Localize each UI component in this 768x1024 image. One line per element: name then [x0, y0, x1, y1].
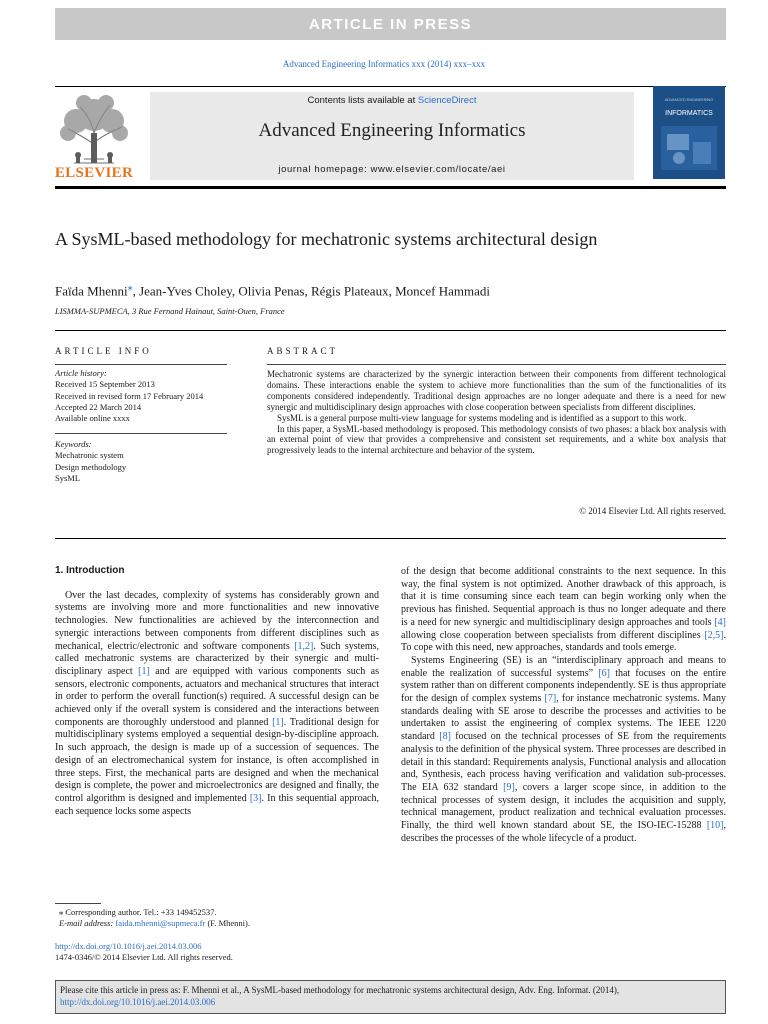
left-column-text [55, 590, 379, 819]
history-item: Received in revised form 17 February 2014 [55, 390, 204, 401]
contents-line [150, 95, 634, 106]
abstract-paragraph: SysML is a general purpose multi-view language for systems modeling and is identified as a support to this work. [277, 412, 687, 423]
keyword-item: SysML [55, 472, 81, 483]
body-right-column [401, 566, 726, 845]
paragraph-text: Over the last decades, complexity of systems has considerably grown and systems are involving more and more functionalities and new innovative technologies. New functionalities are achieved by the interconnection and synergic interactions between components from different disciplines such as mechanical, electric/electronic and software components [55, 589, 379, 652]
citation-doi-link[interactable]: http://dx.doi.org/10.1016/j.aei.2014.03.006 [60, 997, 216, 1007]
sciencedirect-link[interactable]: ScienceDirect [417, 95, 477, 106]
citation-ref-link[interactable]: [2,5] [704, 629, 724, 641]
keywords-label: Keywords: [55, 439, 92, 449]
cover-title: INFORMATICS [665, 110, 713, 117]
keyword-item: Mechatronic system [55, 450, 124, 461]
citation-text: Please cite this article in press as: F. Mhenni et al., A SysML-based methodology for mechatronic systems architectural design, Adv. Eng. Informat. (2014), [60, 985, 620, 995]
keyword-item: Design methodology [55, 461, 127, 472]
abstract-text [267, 369, 726, 456]
paragraph-text: and are equipped with various components such as sensors, electronic components, actuators and mechanical structures that interact in order to perform the overall function(s) required. A successful design can be achieved only if the overall system is considered and the interactions between components are thoroughly understood and planned [55, 665, 379, 728]
section-heading: 1. Introduction [55, 565, 125, 576]
body-paragraph [401, 566, 726, 655]
co-authors: , Jean-Yves Choley, Olivia Penas, Régis Plateaux, Moncef Hammadi [132, 283, 491, 299]
paragraph-text: . In this sequential approach, each sequence locks some aspects [55, 792, 379, 817]
banner-text: ARTICLE IN PRESS [308, 15, 473, 33]
footnote-rule [55, 903, 101, 904]
paragraph-text: . To cope with this need, new approaches, standards and tools emerge. [401, 629, 726, 654]
body-top-rule [55, 538, 726, 539]
abstract-rule [267, 364, 726, 365]
article-title: A SysML-based methodology for mechatronic systems architectural design [55, 229, 598, 249]
journal-homepage: journal homepage: www.elsevier.com/locate/aei [278, 164, 506, 175]
paragraph-text: , for instance mechatronic systems. Many standards dealing with SE arose to describe the processes and activities to be undertaken to assist the engineering of complex systems. The IEEE 1220 standard [401, 693, 726, 743]
email-suffix: (F. Mhenni). [205, 918, 250, 928]
citation-ref-link[interactable]: [7] [544, 693, 557, 705]
email-label: E-mail address: [59, 918, 116, 928]
journal-cover-image [653, 86, 725, 179]
abstract-paragraph: Mechatronic systems are characterized by the synergic interaction between their components from different technological domains. These interactions enable the system to achieve more functionalities than the sum of the functionalities of its components considered independently. Traditional design approaches are no longer adequate and there is a need for new synergic and multidisciplinary design approaches with close cooperation between specialists from different disciplines. [267, 369, 726, 412]
issn-line: 1474-0346/© 2014 Elsevier Ltd. All rights reserved. [55, 952, 233, 962]
paragraph-text: focused on the technical processes of SE from the requirements analysis to the definition of the physical system. Three processes are described in detail in this standard: Requirements analysis, Functional analysis and allocation and, Synthesis, each process having verification and validation sub-processes. The EIA 632 standard [401, 731, 726, 793]
masthead-top-rule [55, 86, 726, 87]
lead-author: Faïda Mhenni [55, 283, 128, 299]
citation-ref-link[interactable]: [3] [249, 792, 262, 804]
article-info-rule [55, 364, 227, 365]
body-paragraph [55, 590, 379, 819]
doi-link[interactable]: http://dx.doi.org/10.1016/j.aei.2014.03.006 [55, 941, 202, 951]
history-label: Article history: [55, 368, 107, 378]
paragraph-text: . Such systems, called mechatronic systems are characterized by their synergic and multi-disciplinary aspect [55, 640, 379, 677]
right-column-text [401, 566, 726, 845]
citation-ref-link[interactable]: [4] [714, 616, 726, 628]
paragraph-text: , covers a larger scope since, in addition to the technical processes of system design, it includes the acquisition and supply, technical management, product realization and technical evaluation processes. Finally, the third well known standard about SE, the ISO-IEC-15288 [401, 781, 726, 832]
paragraph-text: that focuses on the entire system rather than on different components independently. SE is thus appropriate for the design of complex systems [401, 667, 727, 705]
paragraph-text: , describes the processes of the whole lifecycle of a product. [401, 820, 726, 844]
paragraph-text: allowing close cooperation between specialists from different disciplines [401, 629, 705, 641]
email-link[interactable]: faida.mhenni@supmeca.fr [115, 918, 206, 928]
footnote-email [55, 918, 250, 929]
journal-reference-link[interactable]: Advanced Engineering Informatics xxx (2014) xxx–xxx [282, 59, 486, 69]
abstract-copyright: © 2014 Elsevier Ltd. All rights reserved. [579, 506, 726, 516]
body-left-column [55, 565, 379, 818]
paragraph-text: . Traditional design for multidisciplinary systems employed a sequential design-by-discipline approach. In such approach, the design is made up of a succession of sequences. The design of an electromechanical system for instance, is often accomplished in three steps. First, the mechanical parts are designed and when the mechanical design is complete, the power and microelectronics are designed and finally, the control algorithm is designed and implemented [55, 716, 379, 804]
paragraph-text: of the design that become additional constraints to the next sequence. In this way, the final system is not optimized. Another drawback of this approach, is that it is time consuming since each team can begin working only when the previous has finished. Sequential approach is thus no longer adequate and there is a need for new synergic and multidisciplinary design approaches and tools [401, 566, 726, 628]
citation-ref-link[interactable]: [9] [503, 781, 515, 793]
corresponding-author-mark[interactable]: ⁎ [127, 282, 133, 293]
body-paragraph [401, 655, 726, 846]
publisher-name: ELSEVIER [54, 165, 134, 181]
cover-subtitle: ADVANCED ENGINEERING [664, 98, 714, 102]
doi-block [55, 941, 233, 963]
paragraph-text: Systems Engineering (SE) is an “interdisciplinary approach and means to enable the realization of successful systems” [401, 654, 726, 679]
info-top-rule [55, 330, 726, 331]
journal-reference [0, 59, 768, 69]
affiliation: LISMMA-SUPMECA, 3 Rue Fernand Hainaut, Saint-Ouen, France [55, 306, 285, 316]
contents-prefix: Contents lists available at [307, 95, 418, 106]
keywords-rule [55, 433, 227, 434]
masthead-bottom-rule [55, 186, 726, 189]
citation-ref-link[interactable]: [6] [598, 667, 610, 679]
elsevier-tree-icon [54, 93, 134, 165]
citation-ref-link[interactable]: [1] [138, 665, 150, 677]
abstract-paragraph: In this paper, a SysML-based methodology is proposed. This methodology consists of two phases: a black box analysis with an external point of view that provides a comprehensive and consistent set requirements, and a white box analysis that progressively leads to the internal architecture and behavior of the system. [267, 423, 726, 456]
article-in-press-banner [55, 8, 726, 40]
corresponding-author-footnote [55, 907, 250, 929]
article-info-heading: ARTICLE INFO [55, 346, 152, 356]
history-item: Available online xxxx [55, 413, 130, 424]
history-item: Received 15 September 2013 [55, 379, 155, 390]
keywords [55, 439, 126, 484]
abstract-heading: ABSTRACT [267, 346, 339, 356]
journal-title: Advanced Engineering Informatics [258, 120, 526, 141]
history-item: Accepted 22 March 2014 [55, 401, 142, 412]
article-history [55, 368, 203, 424]
citation-ref-link[interactable]: [8] [439, 731, 451, 743]
footnote-star-text: ⁎ Corresponding author. Tel.: +33 149452537. [59, 907, 217, 917]
author-list [55, 282, 490, 299]
citation-box [55, 980, 726, 1014]
citation-ref-link[interactable]: [10] [706, 820, 724, 832]
citation-ref-link[interactable]: [1] [272, 716, 284, 728]
cover-art-icon [653, 86, 725, 179]
citation-ref-link[interactable]: [1,2] [294, 640, 314, 652]
